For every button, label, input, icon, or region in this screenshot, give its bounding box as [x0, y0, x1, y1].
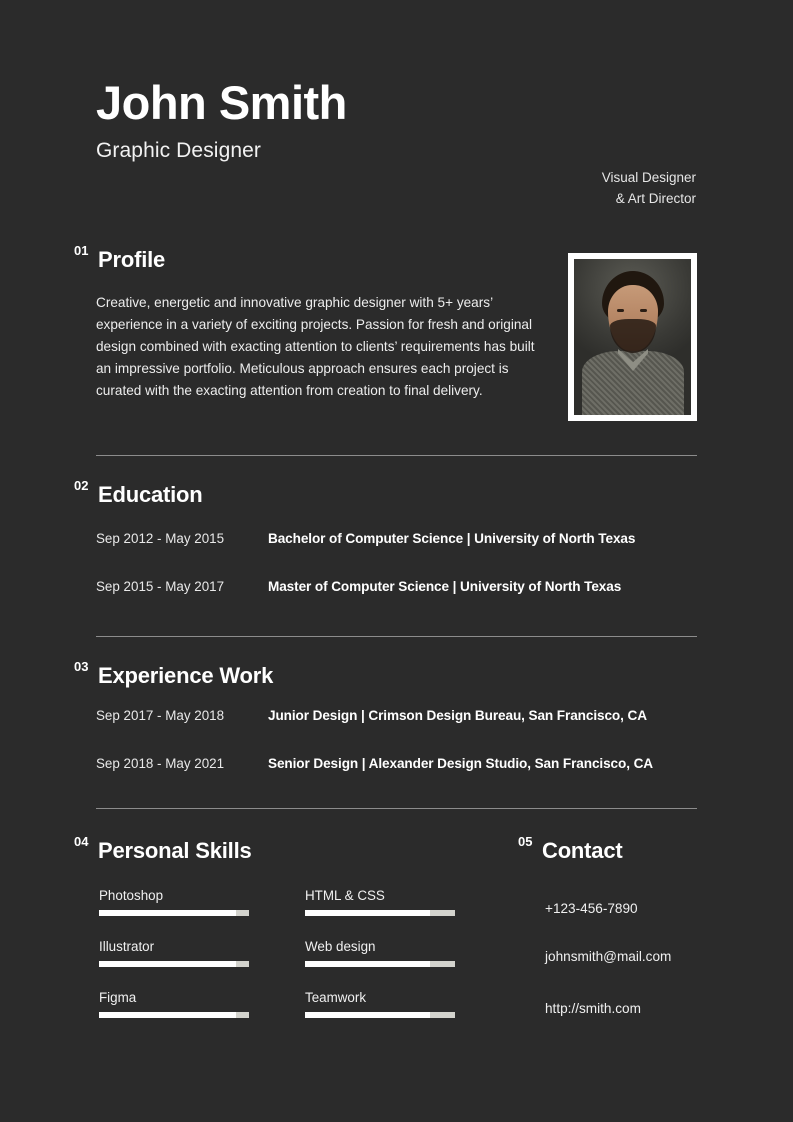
section-title: Contact [542, 838, 623, 863]
skill-bar-fill [99, 1012, 236, 1018]
page-title: John Smith [96, 76, 347, 129]
entry-description: Master of Computer Science | University of North Texas [268, 579, 622, 594]
section-heading-profile [74, 243, 166, 273]
skill-bar-track [99, 1012, 249, 1018]
entry-description: Junior Design | Crimson Design Bureau, San Francisco, CA [268, 708, 647, 723]
skill-item [99, 939, 249, 967]
portrait-shirt [582, 351, 684, 415]
section-heading-skills [74, 834, 252, 864]
list-item [96, 708, 647, 723]
portrait-eye-left [617, 309, 624, 312]
section-number: 05 [518, 834, 533, 849]
list-item [96, 531, 635, 546]
skill-item [305, 939, 455, 967]
section-heading-education [74, 478, 203, 508]
entry-dates: Sep 2017 - May 2018 [96, 708, 225, 723]
tagline-line-1: Visual Designer [601, 170, 696, 185]
header [96, 78, 696, 163]
contact-email[interactable]: johnsmith@mail.com [545, 949, 672, 964]
portrait-photo [568, 253, 697, 421]
skill-label: Illustrator [99, 939, 155, 954]
skill-bar-fill [99, 961, 236, 967]
skill-label: HTML & CSS [305, 888, 385, 903]
divider [96, 455, 697, 456]
skill-item [305, 990, 455, 1018]
skill-label: Teamwork [305, 990, 367, 1005]
skill-bar-fill [305, 910, 430, 916]
list-item [96, 756, 653, 771]
skill-bar-track [99, 910, 249, 916]
tagline [496, 168, 696, 210]
skill-bar-fill [99, 910, 236, 916]
section-number: 04 [74, 834, 89, 849]
contact-website[interactable]: http://smith.com [545, 1001, 641, 1016]
skill-bar-fill [305, 961, 430, 967]
profile-text: Creative, energetic and innovative graphic designer with 5+ years’ experience in a variety of exciting projects. Passion for fresh and original design combined with exacting attention to clients’ requirements has built an impressive portfolio. Meticulous approach ensures each project is curated with the exacting attention from creation to final delivery. [96, 295, 535, 399]
divider [96, 808, 697, 809]
skill-bar-track [305, 910, 455, 916]
section-number: 02 [74, 478, 89, 493]
contact-phone[interactable]: +123-456-7890 [545, 901, 638, 916]
skill-label: Web design [305, 939, 376, 954]
skill-item [99, 990, 249, 1018]
skill-bar-track [99, 961, 249, 967]
section-heading-experience [74, 659, 274, 689]
tagline-line-2: & Art Director [615, 190, 696, 206]
section-number: 01 [74, 243, 89, 258]
entry-dates: Sep 2018 - May 2021 [96, 756, 225, 771]
skill-bar-track [305, 961, 455, 967]
skill-item [99, 888, 249, 916]
entry-dates: Sep 2015 - May 2017 [96, 579, 225, 594]
portrait-image [574, 259, 691, 415]
divider [96, 636, 697, 637]
skill-label: Figma [99, 990, 137, 1005]
entry-dates: Sep 2012 - May 2015 [96, 531, 225, 546]
entry-description: Senior Design | Alexander Design Studio, San Francisco, CA [268, 756, 654, 771]
portrait-eye-right [640, 309, 647, 312]
section-title: Profile [98, 247, 166, 272]
section-title: Education [98, 482, 203, 507]
skill-bar-track [305, 1012, 455, 1018]
section-title: Experience Work [98, 663, 274, 688]
entry-description: Bachelor of Computer Science | University of North Texas [268, 531, 636, 546]
section-heading-contact [518, 834, 623, 864]
list-item [96, 579, 621, 594]
section-title: Personal Skills [98, 838, 252, 863]
job-role: Graphic Designer [96, 139, 262, 163]
skill-label: Photoshop [99, 888, 164, 903]
skill-bar-fill [305, 1012, 430, 1018]
section-number: 03 [74, 659, 89, 674]
skill-item [305, 888, 455, 916]
